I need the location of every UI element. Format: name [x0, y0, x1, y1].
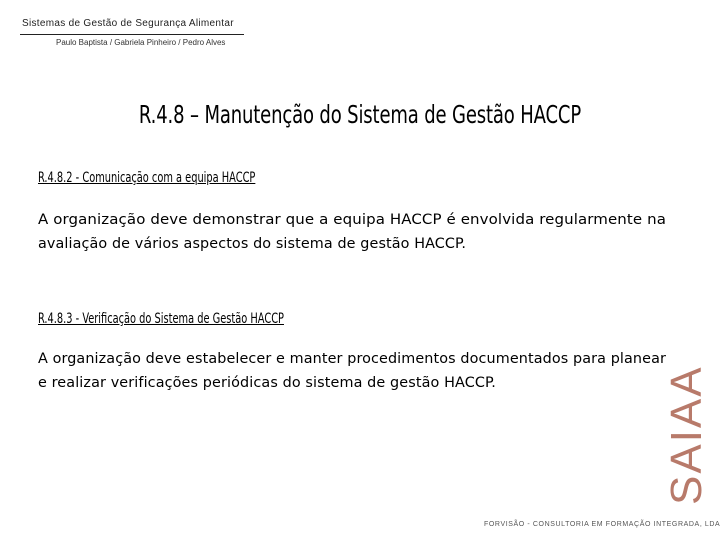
saiaa-logo: SAIAA [662, 365, 711, 505]
section-heading-communication: R.4.8.2 - Comunicação com a equipa HACCP [38, 170, 256, 186]
paragraph-line: A organização deve demonstrar que a equipa HACCP é envolvida regularmente na [38, 212, 666, 228]
section-body-communication [38, 208, 666, 256]
header-title: Sistemas de Gestão de Segurança Alimentar [22, 18, 234, 29]
paragraph-line: A organização deve estabelecer e manter procedimentos documentados para planear [38, 351, 667, 367]
header-divider [20, 34, 244, 35]
paragraph-line: avaliação de vários aspectos do sistema de gestão HACCP. [38, 236, 466, 252]
footer-company: FORVISÃO - CONSULTORIA EM FORMAÇÃO INTEGRADA, LDA [484, 521, 720, 528]
section-heading-verification: R.4.8.3 - Verificação do Sistema de Gestão HACCP [38, 311, 284, 327]
paragraph-line: e realizar verificações periódicas do sistema de gestão HACCP. [38, 375, 496, 391]
slide-title: R.4.8 – Manutenção do Sistema de Gestão HACCP [138, 100, 582, 129]
section-body-verification [38, 347, 666, 395]
header-authors: Paulo Baptista / Gabriela Pinheiro / Pedro Alves [56, 38, 226, 47]
